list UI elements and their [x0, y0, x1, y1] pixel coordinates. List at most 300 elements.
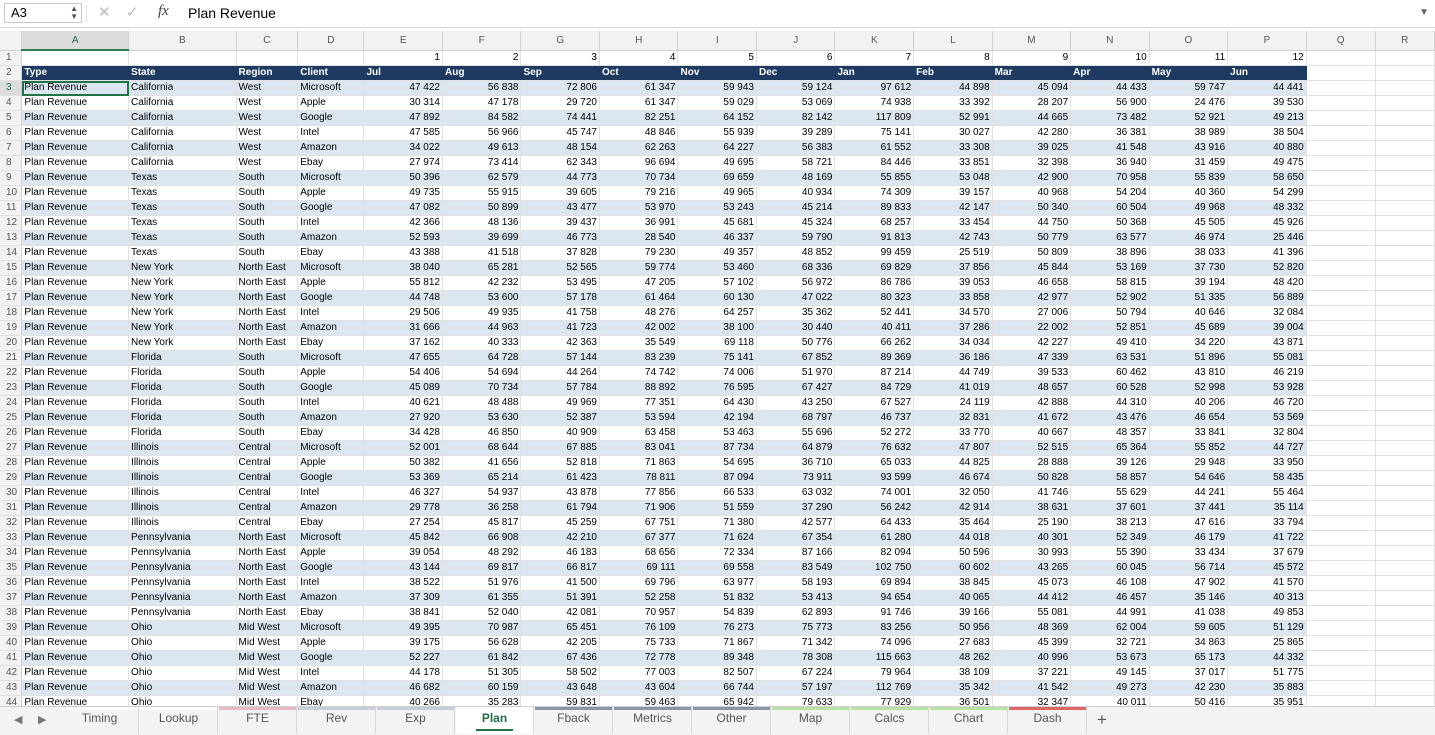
cell[interactable]: 36 381 — [1071, 126, 1150, 141]
cell[interactable]: 50 956 — [914, 621, 993, 636]
cell[interactable]: 33 841 — [1149, 426, 1228, 441]
cell[interactable]: 40 621 — [364, 396, 443, 411]
cell[interactable]: 72 334 — [678, 546, 757, 561]
cell[interactable]: 38 989 — [1149, 126, 1228, 141]
cell[interactable]: Ebay — [298, 246, 364, 261]
cell[interactable]: 56 889 — [1228, 291, 1307, 306]
cell[interactable]: 43 144 — [364, 561, 443, 576]
cell[interactable]: Plan Revenue — [22, 381, 129, 396]
cell[interactable]: 78 308 — [756, 651, 835, 666]
cell[interactable]: California — [129, 141, 237, 156]
cell[interactable]: 44 825 — [914, 456, 993, 471]
cell[interactable]: 74 096 — [835, 636, 914, 651]
cell[interactable]: 42 977 — [992, 291, 1071, 306]
cell[interactable] — [1306, 156, 1375, 171]
cell[interactable]: 55 629 — [1071, 486, 1150, 501]
cell[interactable]: Amazon — [298, 591, 364, 606]
cell[interactable]: 41 656 — [442, 456, 521, 471]
cell[interactable]: 40 909 — [521, 426, 600, 441]
cell[interactable] — [1306, 321, 1375, 336]
cell[interactable]: 49 853 — [1228, 606, 1307, 621]
cell[interactable]: 117 809 — [835, 111, 914, 126]
cell[interactable]: Ebay — [298, 336, 364, 351]
cell[interactable]: 27 254 — [364, 516, 443, 531]
cell[interactable]: 76 632 — [835, 441, 914, 456]
header-cell[interactable]: Mar — [992, 66, 1071, 81]
row-header-24[interactable]: 24 — [0, 396, 22, 411]
cell[interactable]: Ebay — [298, 606, 364, 621]
cell[interactable]: 33 434 — [1149, 546, 1228, 561]
cell[interactable]: 52 515 — [992, 441, 1071, 456]
cell[interactable]: 35 951 — [1228, 696, 1307, 707]
cell[interactable]: Ebay — [298, 696, 364, 707]
cell[interactable]: 61 464 — [599, 291, 678, 306]
header-cell[interactable]: Sep — [521, 66, 600, 81]
cell[interactable]: 33 454 — [914, 216, 993, 231]
cell[interactable]: 54 937 — [442, 486, 521, 501]
cell[interactable]: 59 943 — [678, 81, 757, 96]
cell[interactable]: 37 679 — [1228, 546, 1307, 561]
cell[interactable]: 66 533 — [678, 486, 757, 501]
cell[interactable]: 60 130 — [678, 291, 757, 306]
cell[interactable]: 33 858 — [914, 291, 993, 306]
cell[interactable]: Apple — [298, 186, 364, 201]
cell[interactable]: Illinois — [129, 441, 237, 456]
cell[interactable]: 77 856 — [599, 486, 678, 501]
cell[interactable]: Intel — [298, 396, 364, 411]
cell[interactable]: Amazon — [298, 321, 364, 336]
cell[interactable]: 48 169 — [756, 171, 835, 186]
cell[interactable]: Ebay — [298, 516, 364, 531]
previous-sheet-icon[interactable]: ◀ — [14, 714, 23, 726]
cell[interactable]: 36 991 — [599, 216, 678, 231]
cell[interactable]: 52 565 — [521, 261, 600, 276]
cell[interactable]: 58 650 — [1228, 171, 1307, 186]
cell[interactable] — [1375, 321, 1434, 336]
cell[interactable]: Plan Revenue — [22, 471, 129, 486]
cell[interactable]: 44 748 — [364, 291, 443, 306]
cell[interactable] — [1375, 591, 1434, 606]
header-cell[interactable]: Type — [22, 66, 129, 81]
cell[interactable]: 40 065 — [914, 591, 993, 606]
cell[interactable]: Ebay — [298, 156, 364, 171]
cell[interactable]: 74 309 — [835, 186, 914, 201]
cell[interactable]: 47 655 — [364, 351, 443, 366]
cell[interactable]: 51 775 — [1228, 666, 1307, 681]
cell[interactable] — [1306, 666, 1375, 681]
cell[interactable] — [1306, 111, 1375, 126]
cell[interactable]: 59 124 — [756, 81, 835, 96]
cell[interactable]: New York — [129, 306, 237, 321]
cell[interactable]: 48 852 — [756, 246, 835, 261]
cell[interactable]: South — [236, 231, 298, 246]
cell[interactable]: Pennsylvania — [129, 531, 237, 546]
cell[interactable]: 32 050 — [914, 486, 993, 501]
cell[interactable]: 42 280 — [992, 126, 1071, 141]
tab-fback[interactable] — [535, 707, 613, 734]
cell[interactable]: 53 970 — [599, 201, 678, 216]
cell[interactable]: Amazon — [298, 501, 364, 516]
cell[interactable]: Intel — [298, 666, 364, 681]
cell[interactable]: 48 488 — [442, 396, 521, 411]
cell[interactable]: 45 399 — [992, 636, 1071, 651]
cell[interactable]: 55 915 — [442, 186, 521, 201]
cell[interactable]: 39 194 — [1149, 276, 1228, 291]
cell[interactable]: West — [236, 111, 298, 126]
cell[interactable]: 50 340 — [992, 201, 1071, 216]
cell[interactable]: 56 714 — [1149, 561, 1228, 576]
cell[interactable]: 46 183 — [521, 546, 600, 561]
cell[interactable]: 38 100 — [678, 321, 757, 336]
cell[interactable]: 74 001 — [835, 486, 914, 501]
cell[interactable]: 31 459 — [1149, 156, 1228, 171]
cell[interactable]: 53 069 — [756, 96, 835, 111]
cell[interactable]: Google — [298, 381, 364, 396]
row-header-26[interactable]: 26 — [0, 426, 22, 441]
cell[interactable]: Plan Revenue — [22, 456, 129, 471]
select-all-corner[interactable] — [0, 31, 22, 50]
cell[interactable] — [1306, 681, 1375, 696]
cell[interactable]: 44 310 — [1071, 396, 1150, 411]
cell[interactable]: 37 286 — [914, 321, 993, 336]
cell[interactable]: North East — [236, 591, 298, 606]
cell[interactable]: 39 530 — [1228, 96, 1307, 111]
cell[interactable]: 74 441 — [521, 111, 600, 126]
cell[interactable]: 57 197 — [756, 681, 835, 696]
cell[interactable]: 34 863 — [1149, 636, 1228, 651]
row-header-3[interactable]: 3 — [0, 81, 22, 96]
cell[interactable]: 52 272 — [835, 426, 914, 441]
cell[interactable]: 37 017 — [1149, 666, 1228, 681]
cell[interactable]: 48 420 — [1228, 276, 1307, 291]
cell[interactable]: 53 460 — [678, 261, 757, 276]
cell[interactable] — [1375, 141, 1434, 156]
cell[interactable]: 73 414 — [442, 156, 521, 171]
cell[interactable]: 60 159 — [442, 681, 521, 696]
cell[interactable]: 27 920 — [364, 411, 443, 426]
cell[interactable]: Amazon — [298, 231, 364, 246]
cell[interactable]: 38 033 — [1149, 246, 1228, 261]
cell[interactable]: Google — [298, 561, 364, 576]
cell[interactable]: 57 784 — [521, 381, 600, 396]
row-header-18[interactable]: 18 — [0, 306, 22, 321]
cell[interactable]: 37 441 — [1149, 501, 1228, 516]
period-number-cell[interactable]: 12 — [1228, 50, 1307, 66]
cell[interactable]: West — [236, 141, 298, 156]
cell[interactable]: South — [236, 246, 298, 261]
cell[interactable]: 66 908 — [442, 531, 521, 546]
cell[interactable]: 41 500 — [521, 576, 600, 591]
cell[interactable]: 51 970 — [756, 366, 835, 381]
cell[interactable]: 49 968 — [1149, 201, 1228, 216]
cell[interactable]: 30 314 — [364, 96, 443, 111]
cell[interactable]: Plan Revenue — [22, 501, 129, 516]
cell[interactable]: 48 292 — [442, 546, 521, 561]
cell[interactable]: 87 734 — [678, 441, 757, 456]
cell[interactable]: Florida — [129, 396, 237, 411]
cell[interactable]: 74 742 — [599, 366, 678, 381]
cell[interactable]: 75 773 — [756, 621, 835, 636]
cell[interactable]: 40 646 — [1149, 306, 1228, 321]
cell[interactable]: South — [236, 426, 298, 441]
cell[interactable]: 47 082 — [364, 201, 443, 216]
cell[interactable]: 73 911 — [756, 471, 835, 486]
cell[interactable]: 34 220 — [1149, 336, 1228, 351]
cell[interactable]: 86 786 — [835, 276, 914, 291]
cell[interactable]: 89 369 — [835, 351, 914, 366]
cell[interactable]: Microsoft — [298, 621, 364, 636]
cell[interactable]: 59 790 — [756, 231, 835, 246]
cell[interactable]: 40 313 — [1228, 591, 1307, 606]
cell[interactable] — [1375, 96, 1434, 111]
cell[interactable]: 36 710 — [756, 456, 835, 471]
cell[interactable]: 70 958 — [1071, 171, 1150, 186]
cell[interactable]: Plan Revenue — [22, 636, 129, 651]
cell[interactable]: 78 811 — [599, 471, 678, 486]
cell[interactable]: 49 357 — [678, 246, 757, 261]
cell[interactable]: 50 596 — [914, 546, 993, 561]
cell[interactable] — [1306, 276, 1375, 291]
cell[interactable]: 53 369 — [364, 471, 443, 486]
cell[interactable]: 53 569 — [1228, 411, 1307, 426]
cell[interactable]: 46 337 — [678, 231, 757, 246]
cell[interactable]: 34 570 — [914, 306, 993, 321]
cell[interactable]: 42 914 — [914, 501, 993, 516]
cell[interactable]: 54 646 — [1149, 471, 1228, 486]
period-number-cell[interactable]: 3 — [521, 50, 600, 66]
cell[interactable]: 67 885 — [521, 441, 600, 456]
cell[interactable]: 55 812 — [364, 276, 443, 291]
formula-input[interactable]: Plan Revenue — [188, 5, 276, 21]
cell[interactable]: Mid West — [236, 621, 298, 636]
cell[interactable]: 41 672 — [992, 411, 1071, 426]
cell[interactable]: 62 579 — [442, 171, 521, 186]
cell[interactable]: Plan Revenue — [22, 546, 129, 561]
cell[interactable]: 93 599 — [835, 471, 914, 486]
cell[interactable]: 76 109 — [599, 621, 678, 636]
cell[interactable]: 25 519 — [914, 246, 993, 261]
cell[interactable] — [1306, 621, 1375, 636]
cell[interactable]: 67 751 — [599, 516, 678, 531]
cell[interactable]: North East — [236, 561, 298, 576]
cell[interactable]: 52 227 — [364, 651, 443, 666]
cell[interactable]: 38 109 — [914, 666, 993, 681]
header-cell[interactable]: Aug — [442, 66, 521, 81]
cell[interactable]: 47 422 — [364, 81, 443, 96]
cell[interactable]: 38 896 — [1071, 246, 1150, 261]
cell[interactable]: 59 831 — [521, 696, 600, 707]
cell[interactable] — [1306, 81, 1375, 96]
cell[interactable]: 42 232 — [442, 276, 521, 291]
cell[interactable]: 43 648 — [521, 681, 600, 696]
cell[interactable]: West — [236, 156, 298, 171]
name-box-spinner-icon[interactable]: ▲ ▼ — [70, 4, 78, 21]
cell[interactable]: 50 776 — [756, 336, 835, 351]
cell[interactable]: 40 968 — [992, 186, 1071, 201]
cell[interactable]: 56 242 — [835, 501, 914, 516]
cell[interactable]: 41 019 — [914, 381, 993, 396]
cell[interactable]: 35 146 — [1149, 591, 1228, 606]
cell[interactable]: 37 601 — [1071, 501, 1150, 516]
cell[interactable]: 61 842 — [442, 651, 521, 666]
cell[interactable]: 54 204 — [1071, 186, 1150, 201]
cell[interactable] — [1306, 441, 1375, 456]
cell[interactable]: California — [129, 126, 237, 141]
cell[interactable]: Plan Revenue — [22, 306, 129, 321]
cell[interactable] — [1375, 546, 1434, 561]
cell[interactable] — [1375, 201, 1434, 216]
cell[interactable]: 61 347 — [599, 96, 678, 111]
cell[interactable]: 77 929 — [835, 696, 914, 707]
cell[interactable]: 42 366 — [364, 216, 443, 231]
tab-plan[interactable] — [456, 707, 534, 734]
cell[interactable] — [1306, 246, 1375, 261]
cell[interactable]: 42 743 — [914, 231, 993, 246]
cell[interactable]: 41 723 — [521, 321, 600, 336]
cell[interactable]: 29 720 — [521, 96, 600, 111]
cell[interactable]: Microsoft — [298, 261, 364, 276]
cell[interactable]: 32 347 — [992, 696, 1071, 707]
cell[interactable]: 39 054 — [364, 546, 443, 561]
cell[interactable]: 44 749 — [914, 366, 993, 381]
cell[interactable] — [1375, 66, 1434, 81]
cell[interactable]: 41 518 — [442, 246, 521, 261]
cell[interactable]: 22 002 — [992, 321, 1071, 336]
next-sheet-icon[interactable]: ▶ — [38, 714, 47, 726]
column-header-r[interactable]: R — [1375, 31, 1434, 50]
function-icon[interactable]: fx — [158, 3, 169, 19]
cell[interactable]: 52 001 — [364, 441, 443, 456]
cell[interactable]: 52 441 — [835, 306, 914, 321]
cell[interactable]: 63 531 — [1071, 351, 1150, 366]
cell[interactable]: 39 166 — [914, 606, 993, 621]
cell[interactable]: 31 666 — [364, 321, 443, 336]
cell[interactable]: 42 194 — [678, 411, 757, 426]
cell[interactable]: 38 841 — [364, 606, 443, 621]
header-cell[interactable]: Dec — [756, 66, 835, 81]
cell[interactable]: Amazon — [298, 141, 364, 156]
cell[interactable]: 53 243 — [678, 201, 757, 216]
cell[interactable]: 49 935 — [442, 306, 521, 321]
cell[interactable]: 27 006 — [992, 306, 1071, 321]
cell[interactable]: Plan Revenue — [22, 411, 129, 426]
cell[interactable]: 39 699 — [442, 231, 521, 246]
cell[interactable]: 71 863 — [599, 456, 678, 471]
cell[interactable]: South — [236, 351, 298, 366]
cell[interactable]: 64 728 — [442, 351, 521, 366]
cell[interactable]: 71 380 — [678, 516, 757, 531]
cell[interactable]: 45 259 — [521, 516, 600, 531]
cell[interactable]: 99 459 — [835, 246, 914, 261]
cell[interactable]: Plan Revenue — [22, 366, 129, 381]
cell[interactable]: Ohio — [129, 651, 237, 666]
cell[interactable]: 39 157 — [914, 186, 993, 201]
tab-exp[interactable] — [377, 707, 455, 734]
cell[interactable]: 40 333 — [442, 336, 521, 351]
row-header-2[interactable]: 2 — [0, 66, 22, 81]
cell[interactable] — [1375, 276, 1434, 291]
period-number-cell[interactable]: 8 — [914, 50, 993, 66]
row-header-38[interactable]: 38 — [0, 606, 22, 621]
cell[interactable]: 63 458 — [599, 426, 678, 441]
cell[interactable]: West — [236, 126, 298, 141]
cell[interactable] — [1375, 636, 1434, 651]
row-header-11[interactable]: 11 — [0, 201, 22, 216]
cell[interactable] — [1306, 351, 1375, 366]
cell[interactable]: 69 894 — [835, 576, 914, 591]
period-number-cell[interactable]: 11 — [1149, 50, 1228, 66]
cell[interactable]: 50 809 — [992, 246, 1071, 261]
cell[interactable]: 69 558 — [678, 561, 757, 576]
cell[interactable]: 32 831 — [914, 411, 993, 426]
cell[interactable] — [1375, 291, 1434, 306]
cell[interactable]: Amazon — [298, 681, 364, 696]
cell[interactable]: Plan Revenue — [22, 246, 129, 261]
cell[interactable]: 58 193 — [756, 576, 835, 591]
cell[interactable]: 34 034 — [914, 336, 993, 351]
cell[interactable]: 75 141 — [678, 351, 757, 366]
cell[interactable]: 67 354 — [756, 531, 835, 546]
expand-formula-bar-icon[interactable]: ▼ — [1419, 7, 1429, 18]
cell[interactable]: 39 126 — [1071, 456, 1150, 471]
cell[interactable]: 43 871 — [1228, 336, 1307, 351]
cell[interactable] — [1306, 396, 1375, 411]
cell[interactable]: 38 504 — [1228, 126, 1307, 141]
cell[interactable]: Texas — [129, 201, 237, 216]
cell[interactable]: 82 251 — [599, 111, 678, 126]
cell[interactable]: 38 845 — [914, 576, 993, 591]
header-cell[interactable]: Region — [236, 66, 298, 81]
cell[interactable]: South — [236, 381, 298, 396]
period-number-cell[interactable]: 2 — [442, 50, 521, 66]
cell[interactable]: 44 727 — [1228, 441, 1307, 456]
cell[interactable]: 82 507 — [678, 666, 757, 681]
cell[interactable]: Apple — [298, 366, 364, 381]
cell[interactable]: 44 441 — [1228, 81, 1307, 96]
cell[interactable]: Plan Revenue — [22, 666, 129, 681]
cell[interactable] — [1306, 141, 1375, 156]
cell[interactable]: West — [236, 96, 298, 111]
cell[interactable]: Plan Revenue — [22, 561, 129, 576]
cell[interactable]: 45 926 — [1228, 216, 1307, 231]
cell[interactable]: 48 657 — [992, 381, 1071, 396]
row-header-7[interactable]: 7 — [0, 141, 22, 156]
cell[interactable]: 46 108 — [1071, 576, 1150, 591]
cell[interactable]: 61 423 — [521, 471, 600, 486]
cell[interactable]: Plan Revenue — [22, 126, 129, 141]
cell[interactable]: 40 880 — [1228, 141, 1307, 156]
cell[interactable]: 91 813 — [835, 231, 914, 246]
cell[interactable]: 37 309 — [364, 591, 443, 606]
cell[interactable]: Central — [236, 456, 298, 471]
cell[interactable]: Pennsylvania — [129, 546, 237, 561]
cell[interactable]: 55 939 — [678, 126, 757, 141]
cell[interactable]: Texas — [129, 216, 237, 231]
cell[interactable]: 67 427 — [756, 381, 835, 396]
cell[interactable]: Plan Revenue — [22, 216, 129, 231]
cell[interactable]: 45 324 — [756, 216, 835, 231]
column-header-q[interactable]: Q — [1306, 31, 1375, 50]
cell[interactable]: 69 796 — [599, 576, 678, 591]
cancel-icon[interactable]: ✕ — [98, 4, 111, 21]
cell[interactable]: 41 746 — [992, 486, 1071, 501]
cell[interactable] — [1306, 186, 1375, 201]
header-cell[interactable]: Apr — [1071, 66, 1150, 81]
cell[interactable]: 79 964 — [835, 666, 914, 681]
row-header-6[interactable]: 6 — [0, 126, 22, 141]
cell[interactable]: 71 906 — [599, 501, 678, 516]
cell[interactable]: North East — [236, 606, 298, 621]
